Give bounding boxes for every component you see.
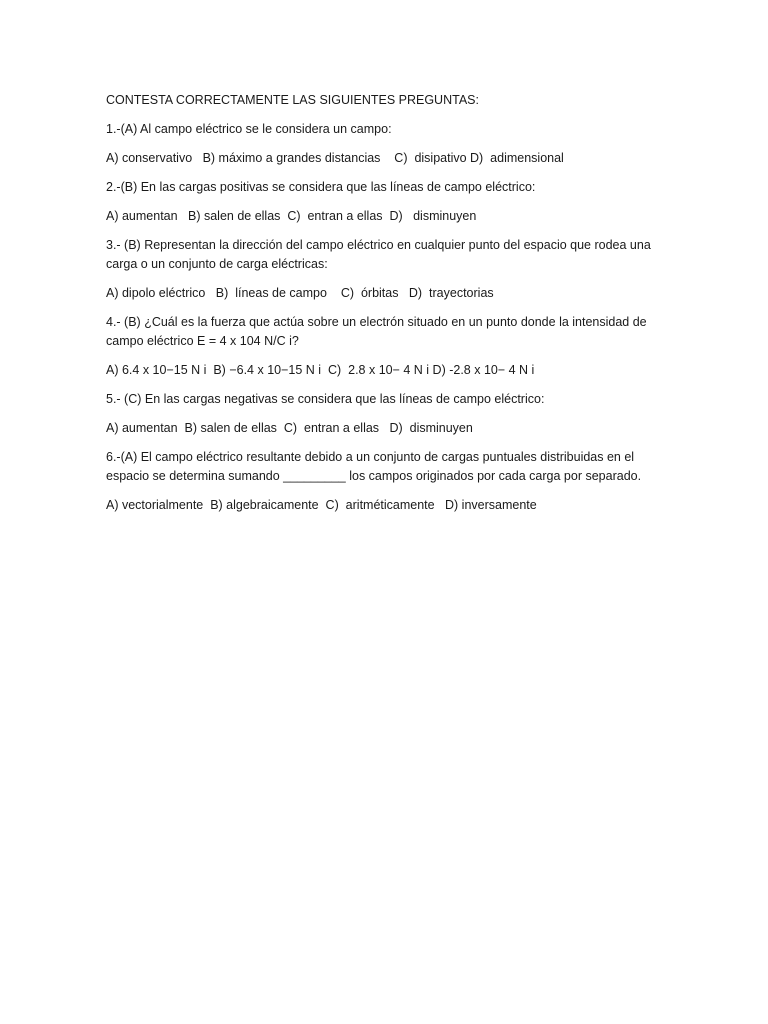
question-2-text: 2.-(B) En las cargas positivas se considera que las líneas de campo eléctrico: bbox=[106, 180, 536, 194]
question-3-options: A) dipolo eléctrico B) líneas de campo C) órbitas D) trayectorias bbox=[106, 286, 494, 300]
question-4-text: 4.- (B) ¿Cuál es la fuerza que actúa sobre un electrón situado en un punto donde la intensidad de campo eléctrico E = 4 x 104 N/C i? bbox=[106, 315, 647, 348]
question-6-text: 6.-(A) El campo eléctrico resultante debido a un conjunto de cargas puntuales distribuidas en el espacio se determina sumando _________ los campos originados por cada carga por separado. bbox=[106, 450, 642, 483]
question-1-options: A) conservativo B) máximo a grandes distancias C) disipativo D) adimensional bbox=[106, 151, 564, 165]
question-3-text: 3.- (B) Representan la dirección del campo eléctrico en cualquier punto del espacio que rodea una carga o un conjunto de carga eléctricas: bbox=[106, 238, 651, 271]
document-heading: CONTESTA CORRECTAMENTE LAS SIGUIENTES PREGUNTAS: bbox=[106, 93, 479, 107]
question-6-options: A) vectorialmente B) algebraicamente C) aritméticamente D) inversamente bbox=[106, 498, 537, 512]
question-4-options: A) 6.4 x 10−15 N i B) −6.4 x 10−15 N i C) 2.8 x 10− 4 N i D) -2.8 x 10− 4 N i bbox=[106, 363, 535, 377]
question-5-text: 5.- (C) En las cargas negativas se considera que las líneas de campo eléctrico: bbox=[106, 392, 545, 406]
question-1-text: 1.-(A) Al campo eléctrico se le considera un campo: bbox=[106, 122, 392, 136]
question-5-options: A) aumentan B) salen de ellas C) entran a ellas D) disminuyen bbox=[106, 421, 473, 435]
question-2-options: A) aumentan B) salen de ellas C) entran a ellas D) disminuyen bbox=[106, 209, 477, 223]
